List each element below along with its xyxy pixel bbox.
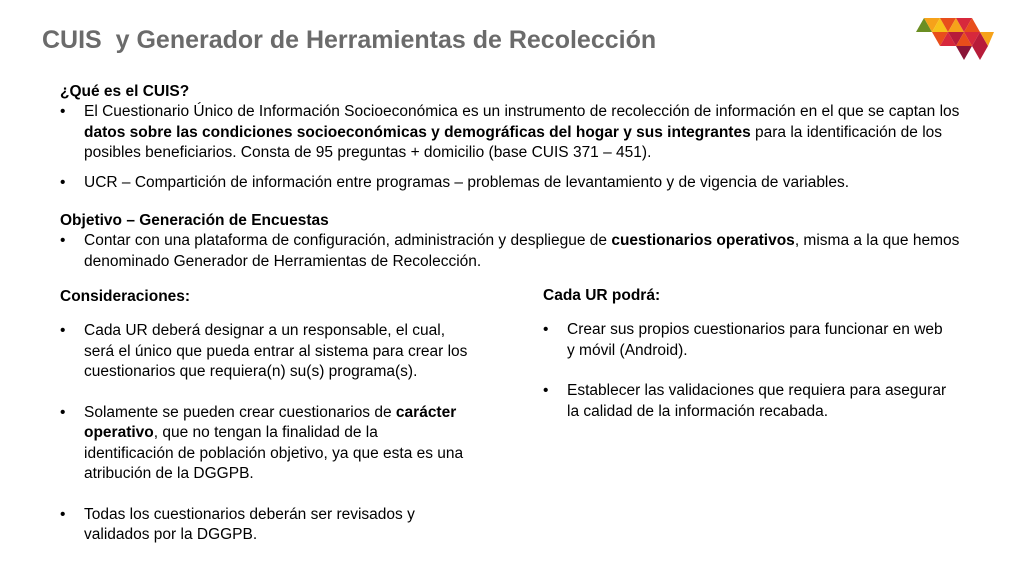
cuis-heading: ¿Qué es el CUIS? bbox=[60, 83, 190, 100]
objective-text: • Contar con una plataforma de configuración, administración y despliegue de cuestionarios operativos, misma a la que hemos denominado Generador de Herramientas de Recolección. bbox=[60, 231, 965, 272]
intro-section bbox=[60, 82, 965, 272]
consideration-item: • Cada UR deberá designar a un responsable, el cual, será el único que pueda entrar al sistema para crear los cuestionarios que requiera(n) su(s) programa(s). bbox=[60, 321, 470, 383]
consideration-item: • Solamente se pueden crear cuestionarios de carácter operativo, que no tengan la finalidad de la identificación de población objetivo, ya que esta es una atribución de la DGGPB. bbox=[60, 403, 470, 485]
consideration-item: • Todas los cuestionarios deberán ser revisados y validados por la DGGPB. bbox=[60, 505, 470, 546]
ur-section bbox=[543, 286, 953, 422]
ur-item: • Crear sus propios cuestionarios para funcionar en web y móvil (Android). bbox=[543, 320, 953, 361]
considerations-heading: Consideraciones: bbox=[60, 288, 191, 305]
triangles-logo-icon bbox=[916, 16, 994, 62]
page-title: CUIS y Generador de Herramientas de Recolección bbox=[42, 26, 657, 54]
ur-item: • Establecer las validaciones que requiera para asegurar la calidad de la información recabada. bbox=[543, 381, 953, 422]
cuis-definition: • El Cuestionario Único de Información Socioeconómica es un instrumento de recolección de información en el que se captan los datos sobre las condiciones socioeconómicas y demográficas del hogar y sus integrantes para la identificación de los posibles beneficiarios. Consta de 95 preguntas + domicilio (base CUIS 371 – 451). bbox=[60, 102, 965, 164]
considerations-section bbox=[60, 287, 470, 546]
ucr-note: • UCR – Compartición de información entre programas – problemas de levantamiento y de vigencia de variables. bbox=[60, 173, 965, 194]
objective-heading: Objetivo – Generación de Encuestas bbox=[60, 212, 329, 229]
ur-heading: Cada UR podrá: bbox=[543, 287, 661, 304]
